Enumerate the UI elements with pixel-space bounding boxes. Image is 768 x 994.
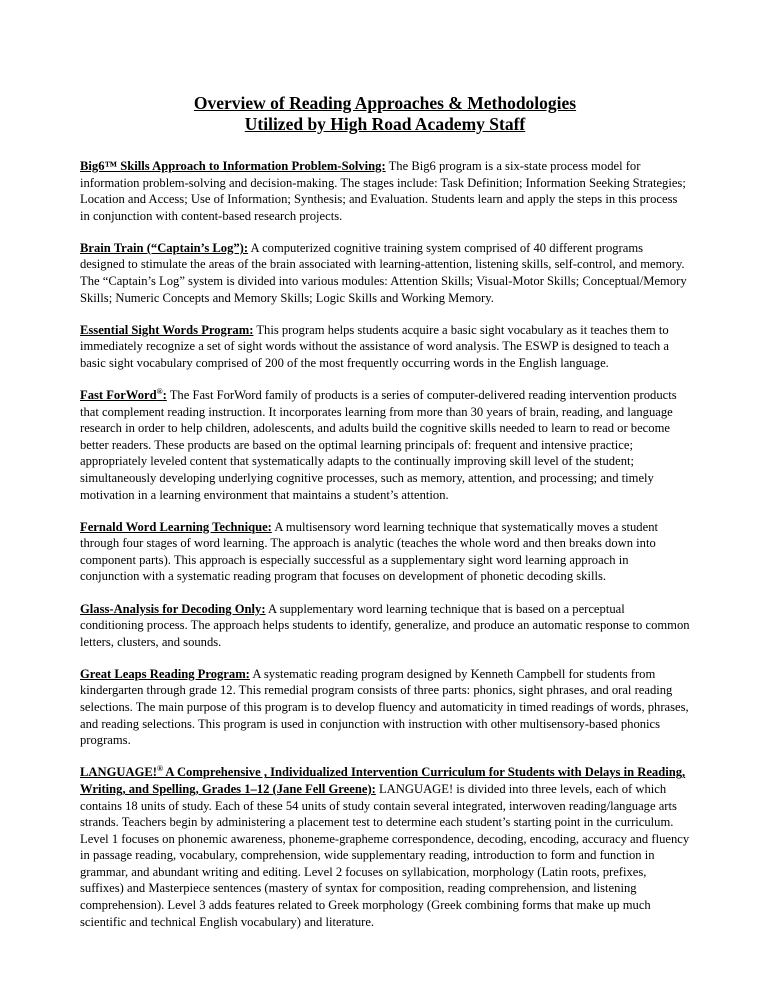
- entry-term: [80, 388, 167, 402]
- title-line-1: Overview of Reading Approaches & Methodologies: [193, 93, 577, 113]
- entry-term: Glass-Analysis for Decoding Only:: [80, 601, 266, 616]
- entry-text: A computerized cognitive training system comprised of 40 different programs designed to stimulate the areas of the brain associated with learning-attention, listening skills, self-control, and memory. The “Captain’s Log” system is divided into various modules: Attention Skills; Visual-Motor Skills; Conceptual/Memory Skills; Numeric Concepts and Memory Skills; Logic Skills and Working Memory.: [80, 240, 687, 305]
- entry-term: Brain Train (“Captain’s Log”):: [80, 240, 249, 255]
- registered-mark: ®: [156, 764, 163, 774]
- entry-text: LANGUAGE! is divided into three levels, each of which contains 18 units of study. Each of these 54 units of study contain several integrated, interwoven reading/language arts strands. Teachers begin by administering a placement test to determine each student’s starting point in the curriculum. Level 1 focuses on phonemic awareness, phoneme-grapheme correspondence, decoding, encoding, accuracy and fluency in passage reading, vocabulary, comprehension, wide supplementary reading, introduction to form and function in grammar, and abundant writing and editing. Level 2 focuses on syllabication, morphology (Latin roots, prefixes, suffixes) and Masterpiece sentences (mastery of syntax for composition, reading comprehension, and listening comprehension). Level 3 adds features related to Greek morphology (Greek combining forms that make up much scientific and technical English vocabulary) and literature.: [80, 781, 690, 929]
- entry-fast-forword: [80, 387, 690, 503]
- entry-glass-analysis: [80, 601, 690, 651]
- entry-great-leaps: [80, 666, 690, 749]
- entry-term: Fernald Word Learning Technique:: [80, 519, 272, 534]
- entry-language: [80, 764, 690, 930]
- page-title: [80, 93, 690, 135]
- entry-big6: [80, 158, 690, 224]
- entry-text: This program helps students acquire a basic sight vocabulary as it teaches them to immediately recognize a set of sight words without the assistance of word analysis. The ESWP is designed to teach a basic sight vocabulary comprised of 200 of the most frequently occurring words in the English language.: [80, 322, 669, 370]
- entry-text: A supplementary word learning technique that is based on a perceptual conditioning process. The approach helps students to identify, generalize, and produce an automatic response to common letters, clusters, and sounds.: [80, 601, 690, 649]
- title-line-2: Utilized by High Road Academy Staff: [244, 114, 526, 134]
- entry-fernald: [80, 519, 690, 585]
- entry-essential-sight-words: [80, 322, 690, 372]
- entry-text: The Fast ForWord family of products is a series of computer-delivered reading intervention products that complement reading instruction. It incorporates learning from more than 30 years of brain, reading, and language research in order to help children, adolescents, and adults build the cognitive skills needed to learn to read or become better readers. These products are based on the optimal learning principals of: frequent and intensive practice; appropriately leveled content that systematically adapts to the continually improving skill level of the student; simultaneously developing underlying cognitive processes, such as memory, attention, and processing; and timely motivation in a learning environment that maintains a student’s attention.: [80, 388, 677, 502]
- entry-text: A systematic reading program designed by Kenneth Campbell for students from kindergarten through grade 12. This remedial program consists of three parts: phonics, sight phrases, and oral reading selections. The main purpose of this program is to develop fluency and automaticity in timed readings of words, phrases, and reading selections. This program is used in conjunction with instruction with other multisensory-based phonics programs.: [80, 666, 689, 748]
- entry-term: Great Leaps Reading Program:: [80, 666, 250, 681]
- registered-mark: ®: [156, 386, 163, 396]
- entry-term: Big6™ Skills Approach to Information Problem-Solving:: [80, 159, 386, 173]
- entry-term-main: Fast ForWord: [80, 388, 157, 403]
- entry-term-end: :: [162, 388, 167, 403]
- entry-text: The Big6 program is a six-state process model for information problem-solving and decision-making. The stages include: Task Definition; Information Seeking Strategies; Location and Access; Use of Information; Synthesis; and Evaluation. Students learn and apply the steps in this process in conjunction with content-based research projects.: [80, 159, 686, 223]
- entry-term-end: A Comprehensive , Individualized Intervention Curriculum for Students with Delays in Reading, Writing, and Spelling, Grades 1–12 (Jane Fell Greene):: [80, 765, 686, 796]
- entry-brain-train: [80, 240, 690, 306]
- entry-term: Essential Sight Words Program:: [80, 322, 254, 337]
- entry-text: A multisensory word learning technique that systematically moves a student through four stages of word learning. The approach is analytic (teaches the whole word and then breaks down into component parts). This approach is especially successful as a supplementary sight word learning approach in conjunction with a systematic reading program that focuses on development of phonetic decoding skills.: [80, 519, 658, 584]
- entry-term-main: LANGUAGE!: [80, 765, 157, 780]
